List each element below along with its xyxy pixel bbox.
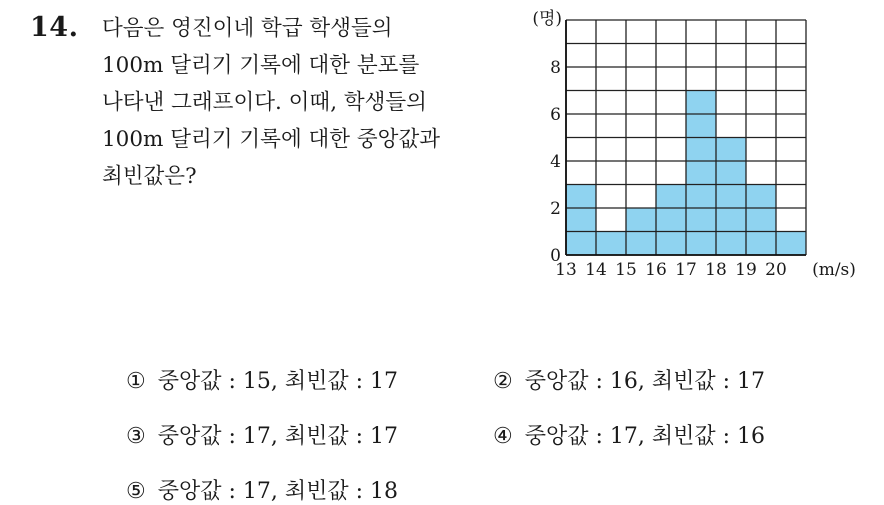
x-tick-label: 18	[705, 260, 727, 280]
choice-text: 중앙값 : 17, 최빈값 : 18	[157, 479, 399, 504]
question-line: 100m 달리기 기록에 대한 분포를	[102, 53, 420, 78]
x-axis-label: (m/s)	[812, 260, 856, 280]
bar	[596, 232, 626, 256]
bar	[716, 138, 746, 256]
y-tick-label: 6	[550, 105, 561, 125]
bar	[656, 185, 686, 256]
question-line: 다음은 영진이네 학급 학생들의	[102, 16, 393, 41]
x-tick-label: 16	[645, 260, 667, 280]
x-tick-label: 14	[585, 260, 607, 280]
choice-marker: ⑤	[126, 479, 146, 504]
choice-text: 중앙값 : 17, 최빈값 : 17	[157, 424, 399, 449]
x-tick-label: 20	[765, 260, 787, 280]
choice-marker: ③	[126, 424, 146, 449]
choice-marker: ②	[493, 369, 513, 394]
bar	[686, 91, 716, 256]
choice-3[interactable]	[126, 419, 398, 450]
choice-text: 중앙값 : 17, 최빈값 : 16	[524, 424, 766, 449]
bar	[776, 232, 806, 256]
x-tick-label: 15	[615, 260, 637, 280]
bar	[566, 185, 596, 256]
question-line: 100m 달리기 기록에 대한 중앙값과	[102, 127, 440, 152]
choice-text: 중앙값 : 16, 최빈값 : 17	[524, 369, 766, 394]
y-axis-label: (명)	[532, 9, 562, 29]
choice-1[interactable]	[126, 364, 398, 395]
bar	[746, 185, 776, 256]
y-tick-label: 0	[550, 246, 561, 266]
choice-marker: ①	[126, 369, 146, 394]
choice-text: 중앙값 : 15, 최빈값 : 17	[157, 369, 399, 394]
y-tick-label: 2	[550, 199, 561, 219]
choice-5[interactable]	[126, 474, 398, 505]
question-number: 14.	[30, 12, 79, 43]
choice-marker: ④	[493, 424, 513, 449]
choice-2[interactable]	[493, 364, 765, 395]
choice-4[interactable]	[493, 419, 765, 450]
question-line: 최빈값은?	[102, 164, 197, 189]
x-tick-label: 13	[555, 260, 577, 280]
y-tick-label: 4	[550, 152, 561, 172]
x-tick-label: 19	[735, 260, 757, 280]
x-tick-label: 17	[675, 260, 697, 280]
question-line: 나타낸 그래프이다. 이때, 학생들의	[102, 90, 427, 115]
y-tick-label: 8	[550, 58, 561, 78]
